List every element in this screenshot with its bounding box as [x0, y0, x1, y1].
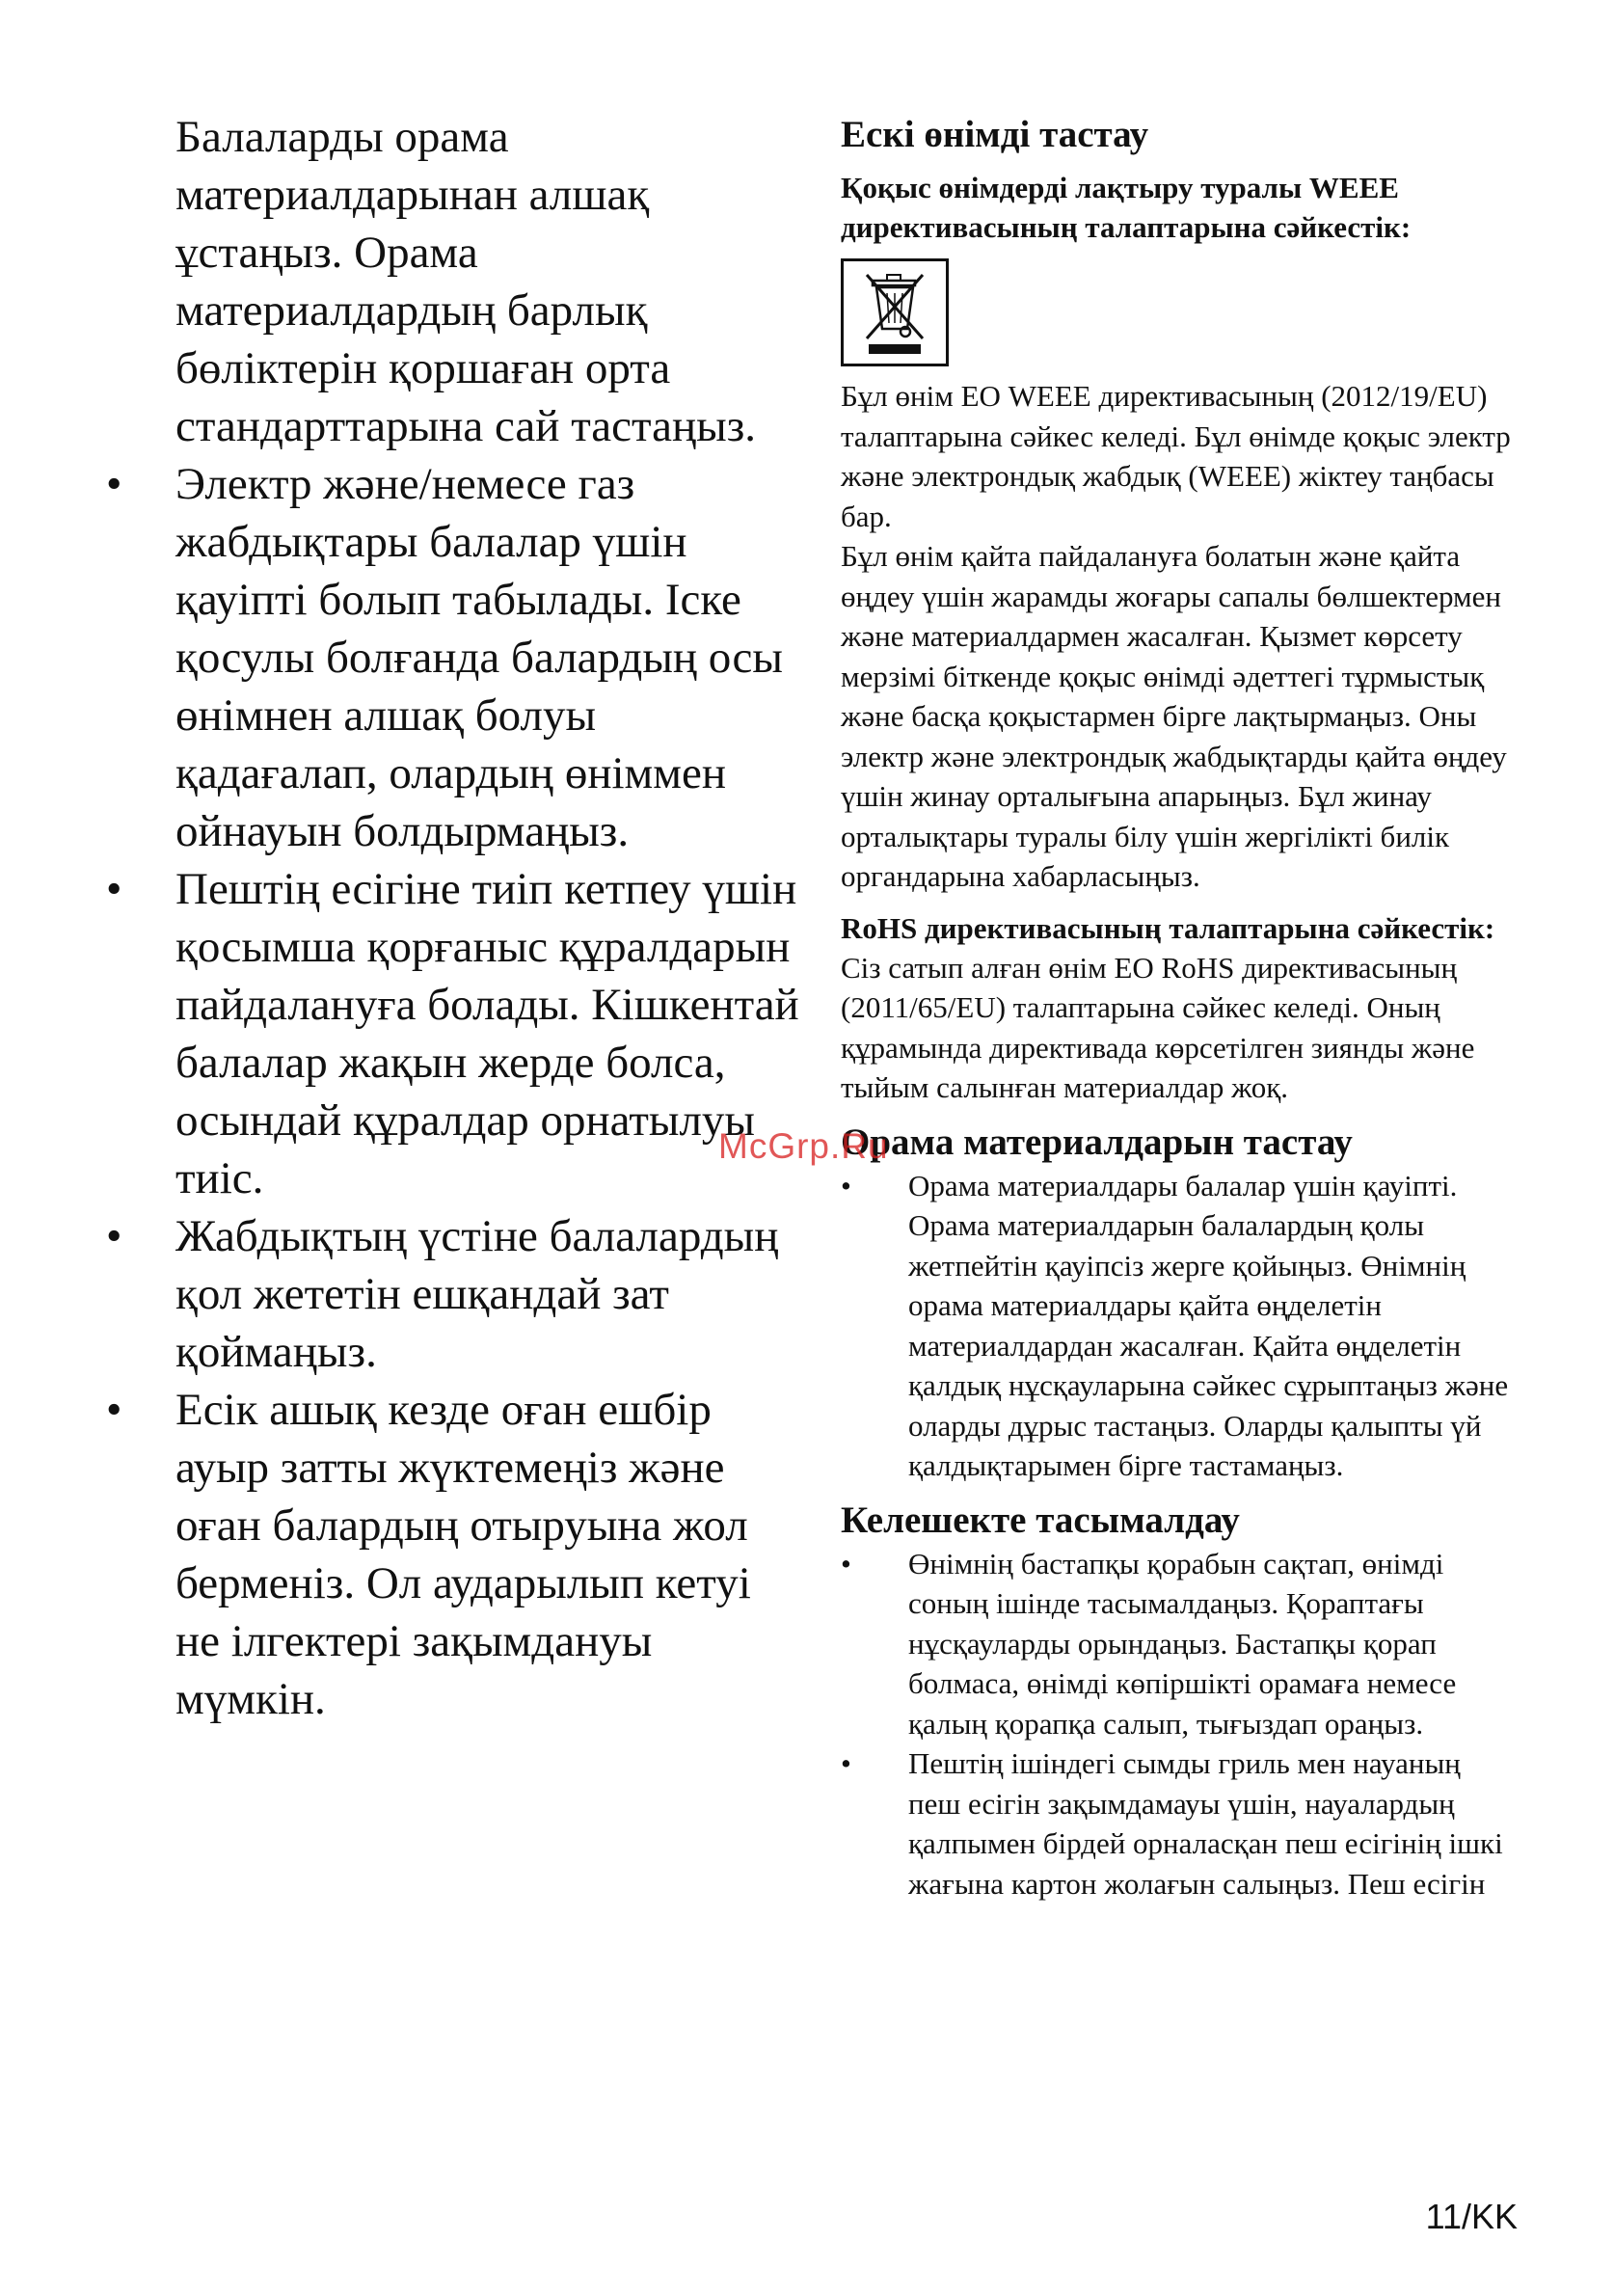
section-title-packaging: Орама материалдарын тастау — [841, 1121, 1353, 1163]
weee-recycling-text: Бұл өнім қайта пайдалануға болатын және қайта өңдеу үшін жарамды жоғары сапалы бөлшектермен және материалдармен жасалған. Қызмет көрсету мерзімі біткенде қоқыс өнімді әдеттегі тұрмыстық және басқа қоқыстармен бірге лақтырмаңыз. Оны электр және электрондық жабдықтарды қайта өңдеу үшін жинау орталығына апарыңыз. Бұл жинау орталықтары туралы білу үшін жергілікті билік органдарына хабарласыңыз. — [841, 539, 1507, 893]
list-item — [106, 1207, 800, 1381]
bullet-mark: • — [106, 864, 122, 914]
bullet-mark: • — [841, 1546, 851, 1580]
list-item — [106, 455, 800, 860]
list-item-text: Өнімнің бастапқы қорабын сақтап, өнімді соның ішінде тасымалдаңыз. Қораптағы нұсқауларды орындаңыз. Бастапқы қорап болмаса, өнімді көпіршікті орамаға немесе қалың қорапқа салып, тығыздап ораңыз. — [908, 1546, 1457, 1741]
list-item — [841, 1743, 1516, 1904]
page-number: 11/KK — [1425, 2197, 1518, 2236]
list-item-text: Жабдықтың үстіне балалардың қол жететін ешқандай зат қоймаңыз. — [175, 1211, 779, 1377]
transport-bullet-list — [841, 1544, 1516, 1904]
left-intro-paragraph: Балаларды орама материалдарынан алшақ ұстаңыз. Орама материалдардың барлық бөліктерін қоршаған орта стандарттарына сай тастаңыз. — [175, 112, 757, 451]
list-item-text: Электр және/немесе газ жабдықтары балалар үшін қауіпті болып табылады. Іске қосулы болғанда балардың осы өнімнен алшақ болуы қадағалап, олардың өніммен ойнауын болдырмаңыз. — [175, 459, 783, 856]
bullet-mark: • — [106, 1385, 122, 1435]
section-title-disposal: Ескі өнімді тастау — [841, 114, 1149, 155]
right-column — [841, 112, 1516, 1904]
section-title-transport: Келешекте тасымалдау — [841, 1499, 1240, 1541]
packaging-bullet-list — [841, 1166, 1516, 1486]
list-item — [841, 1166, 1516, 1486]
bullet-mark: • — [841, 1168, 851, 1202]
bullet-mark: • — [106, 459, 122, 509]
list-item-text: Есік ашық кезде оған ешбір ауыр затты жүктемеңіз және оған балардың отыруына жол берменіз. Ол аударылып кетуі не ілгектері зақымдануы мүмкін. — [175, 1385, 751, 1724]
crossed-out-wheelie-bin-icon — [844, 261, 946, 364]
list-item — [106, 860, 800, 1207]
left-column — [106, 108, 800, 1728]
bullet-mark: • — [106, 1211, 122, 1261]
list-item-text: Орама материалдары балалар үшін қауіпті. Орама материалдарын балалардың қолы жетпейтін қауіпсіз жерге қойыңыз. Өнімнің орама материалдары қайта өңделетін материалдардан жасалған. Қайта өңделетін қалдық нұсқауларына сәйкес сұрыптаңыз және оларды дұрыс тастаңыз. Оларды қалыпты үй қалдықтарымен бірге тастамаңыз. — [908, 1168, 1509, 1482]
bullet-mark: • — [841, 1746, 851, 1780]
list-item — [841, 1544, 1516, 1744]
list-item-text: Пештің есігіне тиіп кетпеу үшін қосымша қорғаныс құралдарын пайдалануға болады. Кішкентай балалар жақын жерде болса, осындай құралдар орнатылуы тиіс. — [175, 864, 799, 1203]
weee-symbol-frame — [841, 258, 949, 366]
rohs-compliance-text: Сіз сатып алған өнім ЕО RoHS директивасының (2011/65/EU) талаптарына сәйкес келеді. Оның құрамында директивада көрсетілген зиянды және тыйым салынған материалдар жоқ. — [841, 950, 1475, 1104]
list-item — [106, 1381, 800, 1728]
list-item-text: Пештің ішіндегі сымды гриль мен науаның пеш есігін зақымдамауы үшін, науалардың қалпымен бірдей орналасқан пеш есігінің ішкі жағына картон жолағын салыңыз. Пеш есігін — [908, 1746, 1503, 1901]
rohs-heading: RoHS директивасының талаптарына сәйкестік: — [841, 910, 1495, 945]
watermark: McGrp.Ru — [718, 1126, 889, 1166]
left-bullet-list — [106, 455, 800, 1728]
weee-compliance-text: Бұл өнім ЕО WEEE директивасының (2012/19/EU) талаптарына сәйкес келеді. Бұл өнімде қоқыс электр және электрондық жабдық (WEEE) жіктеу таңбасы бар. — [841, 379, 1511, 533]
weee-heading: Қоқыс өнімдерді лақтыру туралы WEEE директивасының талаптарына сәйкестік: — [841, 171, 1412, 244]
